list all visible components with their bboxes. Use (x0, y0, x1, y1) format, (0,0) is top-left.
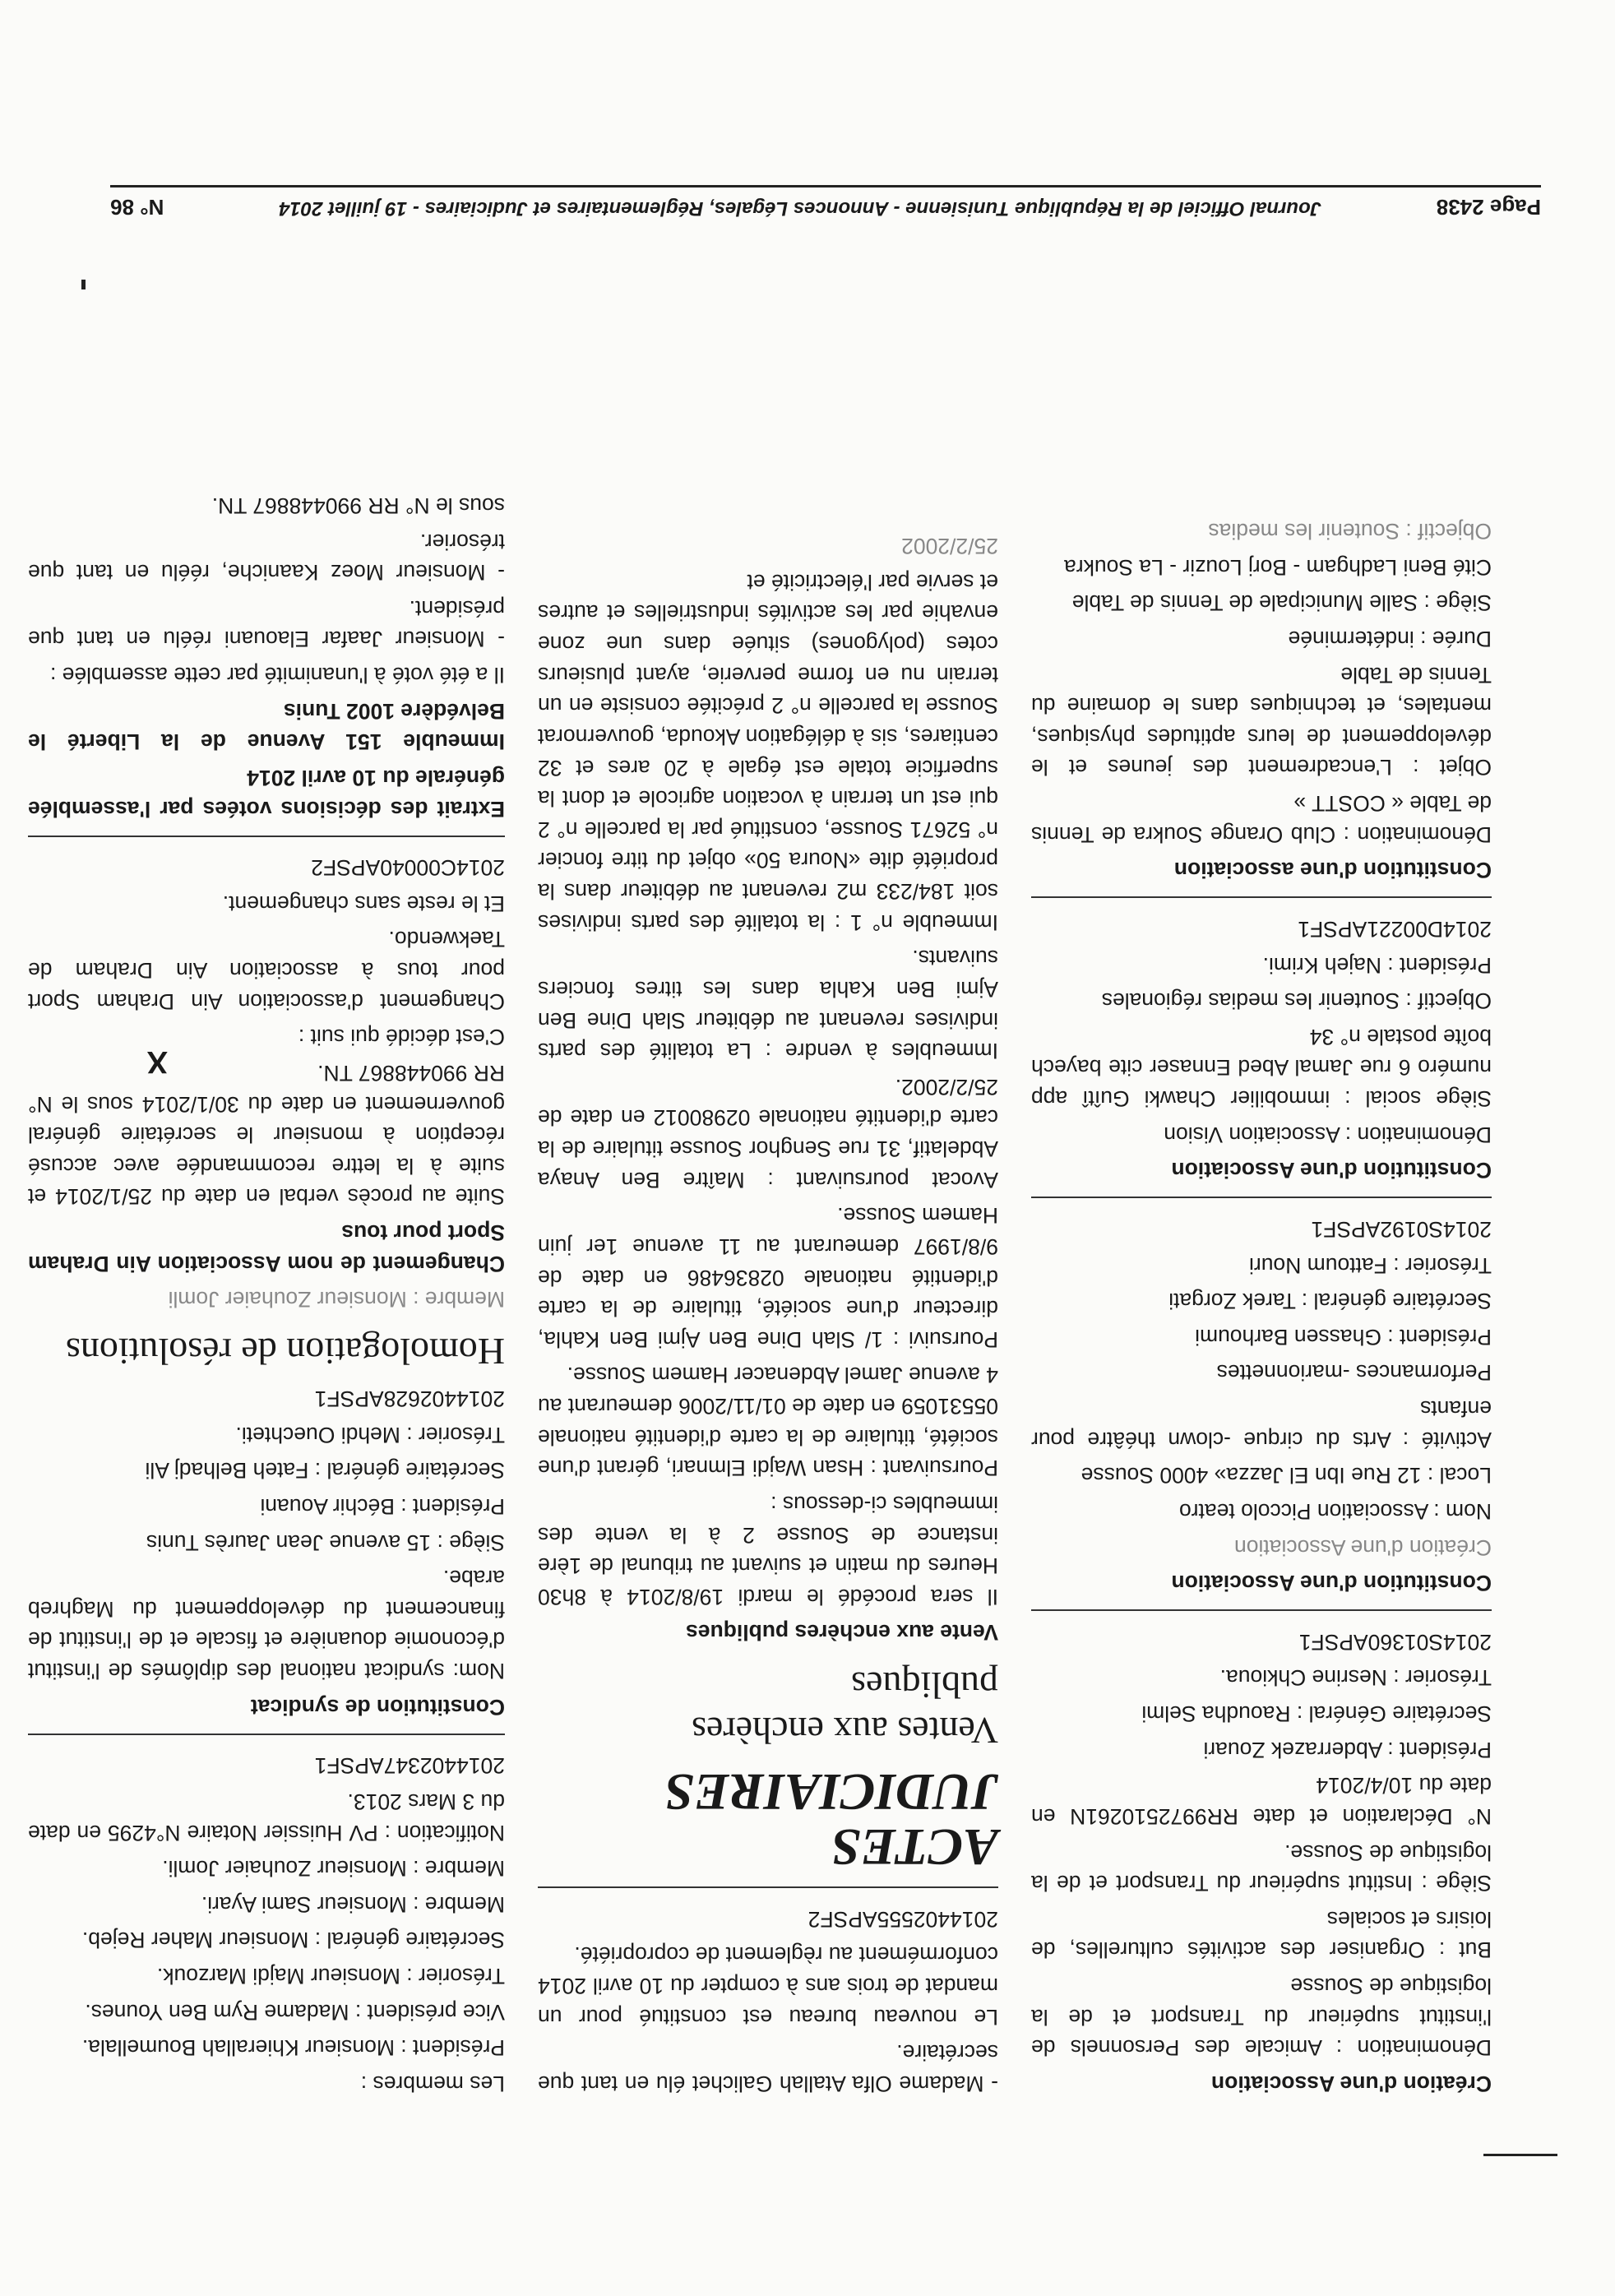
divider (28, 1734, 505, 1735)
notice-code: 2014D00221APSF1 (1298, 917, 1492, 942)
pen-stroke (1483, 2154, 1557, 2156)
notice-title: Création d'une Association (1210, 2071, 1492, 2096)
notice-text: Et le reste sans changement. (222, 891, 505, 916)
notice-text: Les membres : (360, 2071, 505, 2096)
notice-text: Suite au procès verbal en date du 25/1/2014 et suite à la lettre recommandée avec accusé réception à monsieur le secrétaire général gouvernement en date du 30/1/2014 sous le N° RR 990448867 TN. (28, 1060, 505, 1210)
notice-text: Secrétaire général : Fateh Belhadj Ali (145, 1458, 505, 1484)
notice-text: Le nouveau bureau est constitué pour un mandat de trois ans à compter du 10 avril 2014 conformément au règlement de copropriété. (538, 1942, 998, 2030)
notice-title: Changement de nom Association Ain Draham Sport pour tous (28, 1220, 505, 1276)
notice-text: Changement d'association Ain Draham Sport pour tous à association Ain Draham de Taekwendo. (28, 927, 505, 1014)
faint-overprint: Membre : Monsieur Zouhaier Jomli (168, 1287, 505, 1312)
notice-text: Président : Ghassen Barhoumi (1195, 1324, 1492, 1349)
notice-text: Nom: syndicat national des diplômés de l'institut d'économie douanière et fiscale et de l'institut de financement du développement du Maghreb arabe. (28, 1566, 505, 1684)
notice-title: Vente aux enchères publiques (686, 1620, 998, 1646)
notice-text: Siège : Salle Municipale de Tennis de Table (1071, 590, 1492, 616)
notice-text: Activité : Arts du cirque -clown théâtre pour enfants (1031, 1396, 1492, 1452)
notice-text: Avocat poursuivant : Maître Ben Anaya Abdelatif, 31 rue Senghor Sousse titulaire de la carte d'identité nationale 02980012 en date de 25/2/2002. (538, 1074, 998, 1192)
notice-text: Nom : Association Piccolo teatro (1178, 1499, 1492, 1524)
notice-text: Vice président : Madame Rym Ben Younes. (85, 1999, 505, 2025)
notice-text: Siège : Institut supérieur du Transport et de la logistique de Sousse. (1031, 1840, 1492, 1896)
section-heading-judiciaires: ACTES JUDICIAIRES (664, 1763, 998, 1877)
notice-text: Trésorier : Nesrine Chkioua. (1219, 1665, 1492, 1691)
section-heading-ventes: Ventes aux enchères publiques (692, 1664, 998, 1752)
divider (1031, 896, 1492, 898)
notice-code: 2014402628APSF1 (314, 1386, 505, 1412)
notice-text: Secrétaire général : Monsieur Maher Rejeb. (81, 1928, 505, 1953)
faint-overprint: Création d'une Association (1234, 1535, 1492, 1560)
notice-text: Trésorier : Monsieur Majdi Marzouk. (156, 1964, 505, 1989)
notice-code: 2014S01360APSF1 (1298, 1629, 1492, 1655)
section-heading-homologation: Homologation de résolutions (65, 1331, 505, 1373)
notice-text: - Monsieur Moez Kaaniche, réélu en tant que trésorier. (28, 529, 505, 586)
issue-number: N° 86 (110, 195, 164, 220)
notice-text: Dénomination : Amicale des Personnels de l'institut supérieur du Transport et de la logistique de Sousse (1031, 1974, 1492, 2061)
divider (28, 836, 505, 837)
notice-text: But : Organiser des activités culturelles, de loisirs et sociales (1031, 1906, 1492, 1963)
notice-address: Immeuble 151 Avenue de la Liberté le Belvédère 1002 Tunis (28, 698, 505, 755)
notice-title: Extrait des décisions votées par l'assemblée générale du 10 avril 2014 (28, 765, 505, 822)
notice-text: Président : Abderrazek Zouari (1203, 1737, 1492, 1762)
ink-speck (81, 280, 86, 289)
notice-text: Président : Béchir Aouani (260, 1494, 505, 1519)
notice-text: - Monsieur Jaafar Elaouani réélu en tant que président. (28, 595, 505, 652)
notice-text: Immeuble n° 1 : la totalité des parts indivises soit 184/233 m2 revenant au débiteur dans la propriété dite «Noura 50» objet du titre foncier n° 52671 Sousse, constitué par la parcelle n° 2 qui est un terrain à vocation agricole et dont la superficie totale est égale à 20 ares et 32 centiares, sis à délégation Akouda, gouvernorat Sousse la parcelle n° 2 précitée consiste en un terrain nu en forme perverie, ayant plusieurs cotes (polygones) située dans une zone envahie par les activités industrielles et autres et servie par l'électricité et (538, 569, 998, 935)
notice-text: sous le N° RR 990448867 TN. (211, 493, 505, 518)
column-right (28, 484, 505, 2099)
faint-overprint: Objectif : Soutenir les medias (1208, 519, 1492, 544)
notice-text: Siège social : immobilier Chawki Guîtî app numéro 6 rue Jamal Abed Ennaser cite bayech boîte postale n° 34 (1031, 1024, 1492, 1112)
notice-text: Poursuivi : 1/ Slah Dine Ben Ajmi Ben Kahla, directeur d'une société, titulaire de la carte d'identité nationale 02836486 en date de 9/8/1997 demeurant au 11 avenue 1er juin Hamem Sousse. (538, 1203, 998, 1352)
handwritten-x-mark: X (146, 1044, 168, 1079)
notice-text: Notification : PV Huissier Notaire N°4295 en date du 3 Mars 2013. (28, 1789, 505, 1845)
notice-title: Constitution d'une Association (1171, 1158, 1492, 1183)
notice-code: 2014402347APSF1 (314, 1753, 505, 1779)
notice-text: C'est décidé qui suit : (298, 1025, 505, 1050)
page-number: Page 2438 (1436, 195, 1541, 220)
page-header (110, 185, 1541, 220)
notice-text: - Madame Olfa Atallah Galichet élu en tant que secrétaire. (538, 2040, 998, 2096)
notice-text: Cité Beni Ladhgam - Borj Louzir - La Soukra (1064, 554, 1492, 580)
notice-text: Membre : Monsieur Sami Ayari. (201, 1891, 505, 1917)
column-left (1031, 511, 1492, 2099)
column-middle (538, 525, 998, 2099)
notice-text: N° Déclaration et date RR9972510261N en date du 10/4/2014 (1031, 1773, 1492, 1829)
notice-text: Trésorier : Mehdi Ouechteti. (235, 1422, 505, 1447)
notice-text: Président : Najeh Krimi. (1262, 952, 1492, 978)
divider (1031, 1609, 1492, 1611)
notice-text: Membre : Monsieur Zouhaier Jomli. (162, 1856, 505, 1882)
notice-text: Immeubles à vendre : La totalité des parts indivises revenant au débiteur Slah Dine Ben Ajmi Ben Kahla dans les titres fonciers suivants. (538, 946, 998, 1064)
notice-text: Trésorier : Fattoum Nouri (1248, 1252, 1492, 1278)
notice-text: Objet : L'encadrement des jeunes et le développement de leurs aptitudes physiques, mentales, et techniques dans le domaine du Tennis de Table (1031, 662, 1492, 780)
notice-text: Dénomination : Club Orange Soukra de Tennis de Table « COSTT » (1031, 791, 1492, 847)
notice-text: Poursuivant : Hsan Wajdi Elmnari, gérant d'une société, titulaire de la carte d'identité nationale 05531059 en date de 01/11/2006 demeurant au 4 avenue Jamel Abdenacer Hamem Sousse. (538, 1363, 998, 1481)
notice-title: Constitution d'une Association (1171, 1571, 1492, 1596)
notice-text: Secrétaire Général : Raoudha Selmi (1141, 1701, 1492, 1727)
notice-text: Performances -marionnettes (1216, 1360, 1492, 1386)
notice-code: 2014C00040APSF2 (311, 855, 505, 881)
notice-text: Secrétaire général : Tarek Zorgati (1168, 1289, 1492, 1314)
notice-text: Il a été voté à l'unanimité par cette assemblée : (49, 663, 505, 688)
notice-text: Président : Monsieur Khierallah Boumellala. (81, 2035, 505, 2061)
notice-title: Constitution de syndicat (250, 1694, 505, 1720)
notice-code: 2014402555APSF2 (808, 1906, 998, 1932)
notice-text: Siège : 15 avenue Jean Jaurès Tunis (146, 1530, 505, 1555)
divider (1031, 1197, 1492, 1198)
notice-text: Il sera procédé le mardi 19/8/2014 à 8h30 Heures du matin et suivant au tribunal de 1ère instance de Sousse 2 à la vente des immeubles ci-dessous : (538, 1492, 998, 1609)
notice-text: Local : 12 Rue Ibn El Jazza» 4000 Sousse (1081, 1463, 1492, 1488)
notice-code: 2014S0192APSF1 (1311, 1217, 1492, 1242)
faint-overprint: 25/2/2002 (901, 534, 998, 559)
divider (538, 1886, 998, 1888)
notice-text: Dénomination : Association Vision (1164, 1122, 1492, 1147)
journal-title: Journal Officiel de la République Tunisienne - Annonces Légales, Réglementaires et Judiciaires - 19 juillet 2014 (279, 197, 1322, 220)
notice-title: Constitution d'une association (1173, 858, 1492, 883)
notice-text: Durée : indéterminée (1288, 627, 1492, 651)
notice-text: Objectif : Soutenir les medias régionales (1101, 988, 1492, 1014)
